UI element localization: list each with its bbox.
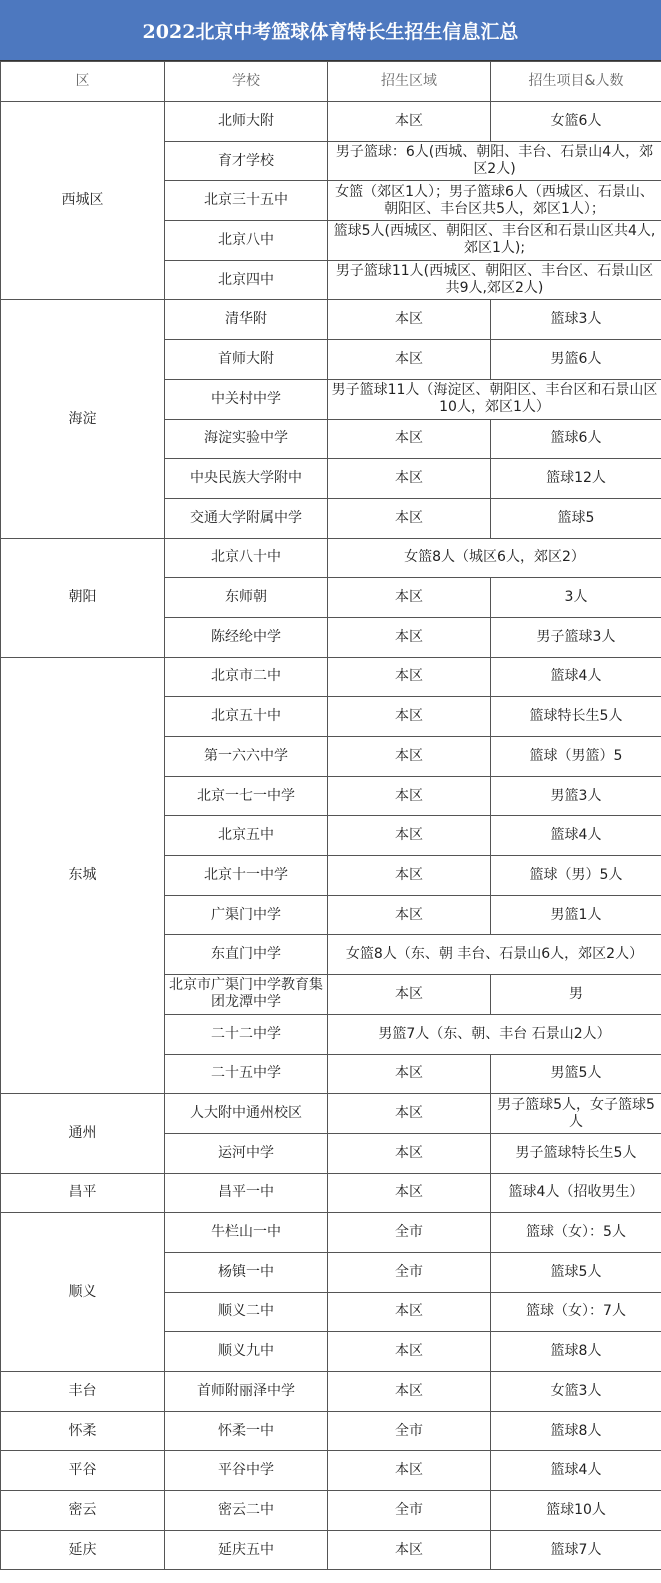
area-cell: 本区 (328, 1451, 491, 1491)
school-cell: 北师大附 (165, 102, 328, 142)
project-cell: 男篮5人 (491, 1054, 661, 1094)
project-cell: 篮球5人 (491, 1252, 661, 1292)
district-cell: 昌平 (1, 1173, 165, 1213)
area-cell: 全市 (328, 1213, 491, 1253)
project-cell: 篮球4人 (491, 657, 661, 697)
school-cell: 中央民族大学附中 (165, 459, 328, 499)
table-row (1, 1491, 661, 1531)
table-body (1, 102, 661, 1570)
school-cell: 二十二中学 (165, 1014, 328, 1054)
project-cell: 篮球8人 (491, 1332, 661, 1372)
table-row (1, 1451, 661, 1491)
area-cell: 本区 (328, 1094, 491, 1134)
merged-quota-cell: 女篮（郊区1人）；男子篮球6人（西城区、石景山、朝阳区、丰台区共5人，郊区1人）； (328, 181, 661, 221)
project-cell: 篮球12人 (491, 459, 661, 499)
school-cell: 北京三十五中 (165, 181, 328, 221)
table-row (1, 1094, 661, 1134)
project-cell: 男篮1人 (491, 895, 661, 935)
table-row (1, 1173, 661, 1213)
school-cell: 平谷中学 (165, 1451, 328, 1491)
school-cell: 陈经纶中学 (165, 617, 328, 657)
area-cell: 本区 (328, 1292, 491, 1332)
table-row (1, 1411, 661, 1451)
school-cell: 人大附中通州校区 (165, 1094, 328, 1134)
table-row (1, 1213, 661, 1253)
merged-quota-cell: 男子篮球：6人(西城、朝阳、丰台、石景山4人，郊区2人) (328, 141, 661, 181)
district-cell: 密云 (1, 1491, 165, 1531)
area-cell: 本区 (328, 816, 491, 856)
district-cell: 怀柔 (1, 1411, 165, 1451)
table-row (1, 300, 661, 340)
project-cell: 篮球特长生5人 (491, 697, 661, 737)
area-cell: 本区 (328, 1372, 491, 1412)
district-cell: 延庆 (1, 1530, 165, 1570)
district-cell: 朝阳 (1, 538, 165, 657)
table-row (1, 1530, 661, 1570)
project-cell: 篮球（男篮）5 (491, 737, 661, 777)
district-cell: 丰台 (1, 1372, 165, 1412)
area-cell: 本区 (328, 1054, 491, 1094)
area-cell: 本区 (328, 975, 491, 1015)
header-area: 招生区域 (328, 62, 491, 102)
project-cell: 篮球6人 (491, 419, 661, 459)
school-cell: 怀柔一中 (165, 1411, 328, 1451)
table-row (1, 538, 661, 578)
project-cell: 篮球（男）5人 (491, 856, 661, 896)
district-cell: 平谷 (1, 1451, 165, 1491)
school-cell: 第一六六中学 (165, 737, 328, 777)
school-cell: 清华附 (165, 300, 328, 340)
table-header-row (1, 62, 661, 102)
school-cell: 牛栏山一中 (165, 1213, 328, 1253)
school-cell: 海淀实验中学 (165, 419, 328, 459)
merged-quota-cell: 男子篮球11人（海淀区、朝阳区、丰台区和石景山区10人，郊区1人） (328, 379, 661, 419)
project-cell: 女篮6人 (491, 102, 661, 142)
area-cell: 本区 (328, 617, 491, 657)
school-cell: 东直门中学 (165, 935, 328, 975)
project-cell: 篮球4人（招收男生） (491, 1173, 661, 1213)
table-row (1, 102, 661, 142)
project-cell: 篮球5 (491, 498, 661, 538)
project-cell: 篮球（女）：5人 (491, 1213, 661, 1253)
area-cell: 本区 (328, 895, 491, 935)
project-cell: 男子篮球特长生5人 (491, 1133, 661, 1173)
school-cell: 北京八中 (165, 221, 328, 261)
area-cell: 全市 (328, 1252, 491, 1292)
school-cell: 北京一七一中学 (165, 776, 328, 816)
project-cell: 男篮6人 (491, 340, 661, 380)
school-cell: 延庆五中 (165, 1530, 328, 1570)
school-cell: 北京市广渠门中学教育集团龙潭中学 (165, 975, 328, 1015)
merged-quota-cell: 篮球5人(西城区、朝阳区、丰台区和石景山区共4人,郊区1人); (328, 221, 661, 261)
school-cell: 交通大学附属中学 (165, 498, 328, 538)
area-cell: 本区 (328, 419, 491, 459)
district-cell: 西城区 (1, 102, 165, 300)
table-row (1, 657, 661, 697)
district-cell: 东城 (1, 657, 165, 1094)
project-cell: 女篮3人 (491, 1372, 661, 1412)
school-cell: 北京十一中学 (165, 856, 328, 896)
area-cell: 本区 (328, 340, 491, 380)
project-cell: 篮球4人 (491, 1451, 661, 1491)
merged-quota-cell: 女篮8人（城区6人，郊区2） (328, 538, 661, 578)
area-cell: 本区 (328, 1133, 491, 1173)
area-cell: 本区 (328, 1173, 491, 1213)
school-cell: 二十五中学 (165, 1054, 328, 1094)
project-cell: 篮球8人 (491, 1411, 661, 1451)
project-cell: 篮球7人 (491, 1530, 661, 1570)
header-project: 招生项目&人数 (491, 62, 661, 102)
school-cell: 北京市二中 (165, 657, 328, 697)
merged-quota-cell: 男子篮球11人(西城区、朝阳区、丰台区、石景山区共9人,郊区2人) (328, 260, 661, 300)
school-cell: 昌平一中 (165, 1173, 328, 1213)
page-title: 2022北京中考篮球体育特长生招生信息汇总 (0, 0, 661, 61)
school-cell: 北京八十中 (165, 538, 328, 578)
area-cell: 本区 (328, 1332, 491, 1372)
project-cell: 男篮3人 (491, 776, 661, 816)
school-cell: 顺义二中 (165, 1292, 328, 1332)
school-cell: 北京五中 (165, 816, 328, 856)
school-cell: 北京五十中 (165, 697, 328, 737)
project-cell: 男子篮球3人 (491, 617, 661, 657)
school-cell: 密云二中 (165, 1491, 328, 1531)
project-cell: 篮球3人 (491, 300, 661, 340)
area-cell: 本区 (328, 300, 491, 340)
school-cell: 东师朝 (165, 578, 328, 618)
school-cell: 育才学校 (165, 141, 328, 181)
area-cell: 本区 (328, 657, 491, 697)
school-cell: 杨镇一中 (165, 1252, 328, 1292)
district-cell: 海淀 (1, 300, 165, 538)
area-cell: 本区 (328, 856, 491, 896)
school-cell: 北京四中 (165, 260, 328, 300)
enrollment-table (0, 61, 661, 1570)
project-cell: 篮球4人 (491, 816, 661, 856)
project-cell: 男 (491, 975, 661, 1015)
area-cell: 本区 (328, 498, 491, 538)
school-cell: 中关村中学 (165, 379, 328, 419)
school-cell: 首师附丽泽中学 (165, 1372, 328, 1412)
district-cell: 通州 (1, 1094, 165, 1173)
area-cell: 全市 (328, 1411, 491, 1451)
area-cell: 全市 (328, 1491, 491, 1531)
table-row (1, 1372, 661, 1412)
area-cell: 本区 (328, 102, 491, 142)
area-cell: 本区 (328, 737, 491, 777)
header-school: 学校 (165, 62, 328, 102)
header-district: 区 (1, 62, 165, 102)
project-cell: 篮球10人 (491, 1491, 661, 1531)
area-cell: 本区 (328, 1530, 491, 1570)
merged-quota-cell: 女篮8人（东、朝 丰台、石景山6人，郊区2人） (328, 935, 661, 975)
project-cell: 3人 (491, 578, 661, 618)
school-cell: 顺义九中 (165, 1332, 328, 1372)
area-cell: 本区 (328, 459, 491, 499)
area-cell: 本区 (328, 578, 491, 618)
merged-quota-cell: 男篮7人（东、朝、丰台 石景山2人） (328, 1014, 661, 1054)
area-cell: 本区 (328, 697, 491, 737)
school-cell: 首师大附 (165, 340, 328, 380)
school-cell: 运河中学 (165, 1133, 328, 1173)
project-cell: 篮球（女）：7人 (491, 1292, 661, 1332)
area-cell: 本区 (328, 776, 491, 816)
district-cell: 顺义 (1, 1213, 165, 1372)
project-cell: 男子篮球5人，女子篮球5人 (491, 1094, 661, 1134)
school-cell: 广渠门中学 (165, 895, 328, 935)
